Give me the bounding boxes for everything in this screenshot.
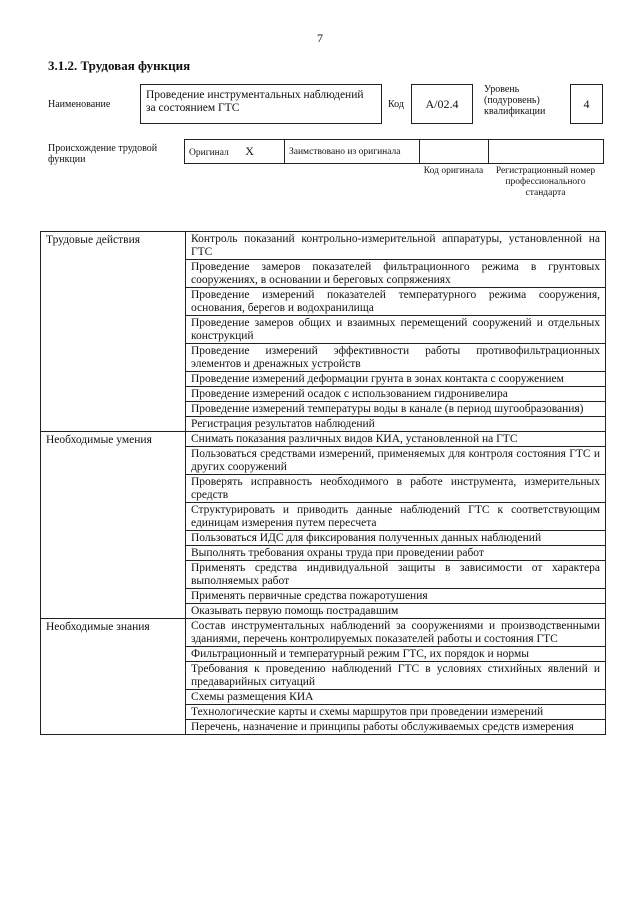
- list-item: Проведение замеров общих и взаимных перемещений сооружений и отдельных конструкций: [186, 316, 606, 344]
- name-label: Наименование: [48, 99, 111, 110]
- list-item: Требования к проведению наблюдений ГТС в условиях стихийных явлений и предаварийных ситуаций: [186, 662, 606, 690]
- original-label: Оригинал: [189, 147, 229, 158]
- section-title: 3.1.2. Трудовая функция: [48, 58, 191, 73]
- list-item: Применять первичные средства пожаротушения: [186, 589, 606, 604]
- section-title-actions: Трудовые действия: [41, 232, 186, 432]
- list-item: Пользоваться ИДС для фиксирования полученных данных наблюдений: [186, 531, 606, 546]
- list-item: Оказывать первую помощь пострадавшим: [186, 604, 606, 619]
- list-item: Технологические карты и схемы маршрутов при проведении измерений: [186, 705, 606, 720]
- list-item: Проведение измерений осадок с использованием гидронивелира: [186, 387, 606, 402]
- table-row: [41, 619, 606, 647]
- level-field: 4: [570, 84, 603, 124]
- list-item: Проведение измерений деформации грунта в зонах контакта с сооружением: [186, 372, 606, 387]
- code-original-caption: Код оригинала: [423, 166, 484, 176]
- level-label: Уровень (подуровень) квалификации: [484, 84, 546, 117]
- list-item: Применять средства индивидуальной защиты в зависимости от характера выполняемых работ: [186, 561, 606, 589]
- list-item: Перечень, назначение и принципы работы обслуживаемых средств измерения: [186, 720, 606, 735]
- list-item: Схемы размещения КИА: [186, 690, 606, 705]
- list-item: Проверять исправность необходимого в работе инструмента, измерительных средств: [186, 475, 606, 503]
- list-item: Выполнять требования охраны труда при проведении работ: [186, 546, 606, 561]
- function-table: [40, 231, 606, 735]
- section-title-skills: Необходимые умения: [41, 432, 186, 619]
- code-label: Код: [388, 99, 404, 110]
- page-number: 7: [317, 31, 323, 45]
- function-name-field: Проведение инструментальных наблюдений за состоянием ГТС: [140, 84, 382, 124]
- list-item: Регистрация результатов наблюдений: [186, 417, 606, 432]
- origin-label: Происхождение трудовой функции: [48, 143, 158, 165]
- code-field: A/02.4: [411, 84, 473, 124]
- list-item: Контроль показаний контрольно-измерительной аппаратуры, установленной на ГТС: [186, 232, 606, 260]
- list-item: Фильтрационный и температурный режим ГТС, их порядок и нормы: [186, 647, 606, 662]
- reg-number-caption: Регистрационный номер профессионального стандарта: [495, 166, 596, 198]
- list-item: Проведение измерений показателей температурного режима сооружения, основания, берегов и водохранилища: [186, 288, 606, 316]
- list-item: Проведение измерений эффективности работы противофильтрационных элементов и дренажных устройств: [186, 344, 606, 372]
- list-item: Проведение замеров показателей фильтрационного режима в грунтовых сооружениях, в основании и береговых сопряжениях: [186, 260, 606, 288]
- list-item: Снимать показания различных видов КИА, установленной на ГТС: [186, 432, 606, 447]
- borrowed-label: Заимствовано из оригинала: [285, 140, 420, 164]
- list-item: Структурировать и приводить данные наблюдений ГТС к соответствующим единицам измерения путем пересчета: [186, 503, 606, 531]
- list-item: Пользоваться средствами измерений, применяемых для контроля состояния ГТС и других сооружений: [186, 447, 606, 475]
- origin-original-cell: [185, 140, 285, 164]
- table-row: [41, 432, 606, 447]
- list-item: Проведение измерений температуры воды в канале (в период шугообразования): [186, 402, 606, 417]
- original-mark: X: [245, 143, 254, 158]
- list-item: Состав инструментальных наблюдений за сооружениями и производственными зданиями, перечень контролируемых показателей работы и состояния ГТС: [186, 619, 606, 647]
- origin-table: [184, 139, 604, 164]
- origin-code-cell: [420, 140, 489, 164]
- table-row: [41, 232, 606, 260]
- origin-reg-cell: [489, 140, 604, 164]
- section-title-knowledge: Необходимые знания: [41, 619, 186, 735]
